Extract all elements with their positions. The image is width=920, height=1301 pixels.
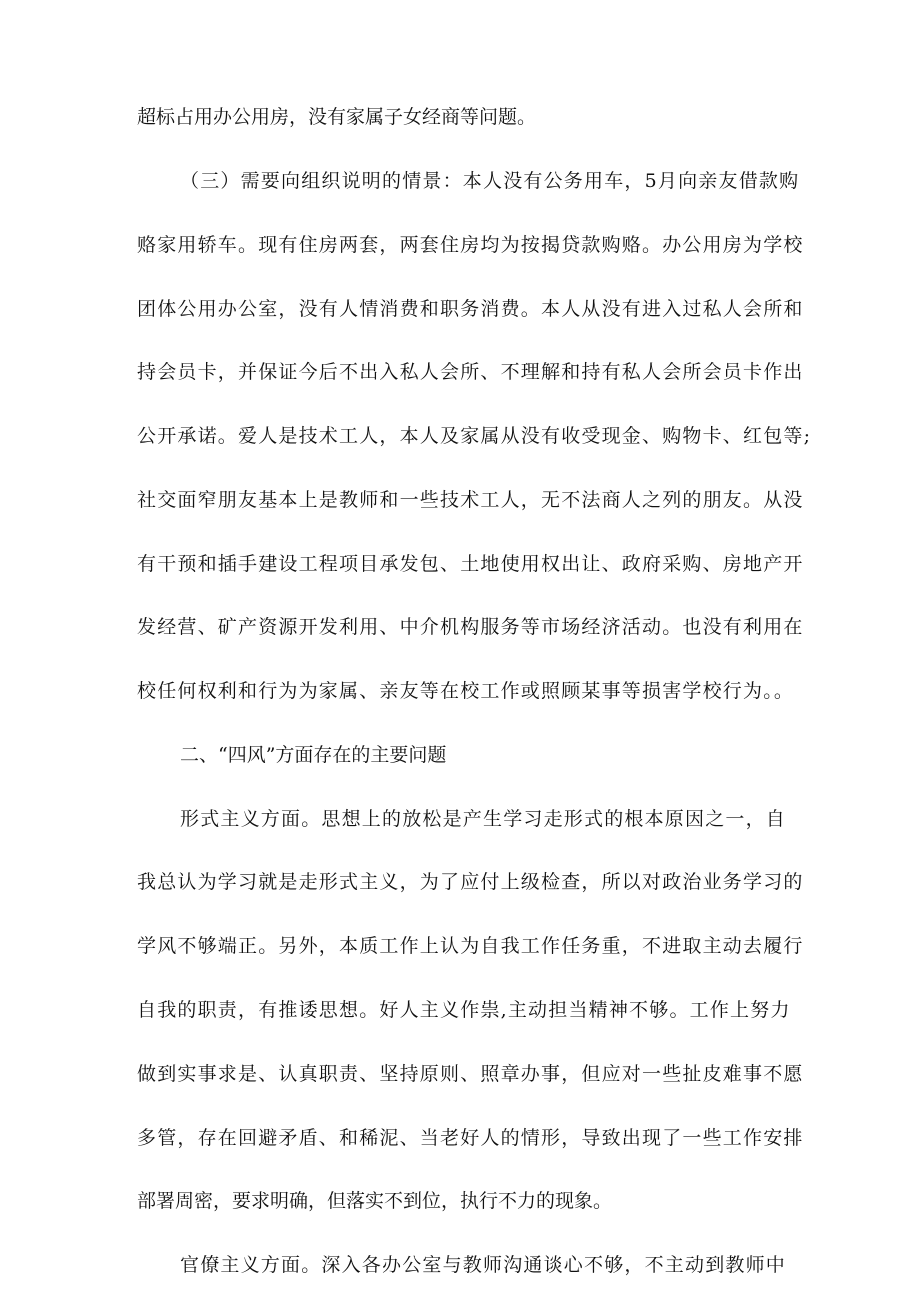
text-line: 官僚主义方面。深入各办公室与教师沟通谈心不够，不主动到教师中 bbox=[180, 1254, 787, 1276]
text-line: 赂家用轿车。现有住房两套，两套住房均为按揭贷款购赂。办公用房为学校 bbox=[137, 234, 804, 256]
text-line: 自我的职责，有推诿思想。好人主义作祟,主动担当精神不够。工作上努力 bbox=[137, 999, 791, 1021]
text-line: 校任何权利和行为为家属、亲友等在校工作或照顾某事等损害学校行为。。 bbox=[137, 680, 795, 702]
text-line: 社交面窄朋友基本上是教师和一些技术工人，无不法商人之列的朋友。从没 bbox=[137, 489, 804, 511]
text-line: （三）需要向组织说明的情景：本人没有公务用车，5月向亲友借款购 bbox=[180, 170, 800, 192]
text-line: 持会员卡，并保证今后不出入私人会所、不理解和持有私人会所会员卡作出 bbox=[137, 361, 804, 383]
text-line: 有干预和插手建设工程项目承发包、土地使用权出让、政府采购、房地产开 bbox=[137, 553, 804, 575]
text-line: 发经营、矿产资源开发利用、中介机构服务等市场经济活动。也没有利用在 bbox=[137, 616, 804, 638]
text-line: 多管，存在回避矛盾、和稀泥、当老好人的情形，导致出现了一些工作安排 bbox=[137, 1127, 804, 1149]
text-line: 学风不够端正。另外，本质工作上认为自我工作任务重，不进取主动去履行 bbox=[137, 935, 804, 957]
text-line: 形式主义方面。思想上的放松是产生学习走形式的根本原因之一，自 bbox=[180, 808, 787, 830]
text-line: 公开承诺。爱人是技术工人，本人及家属从没有收受现金、购物卡、红包等; bbox=[137, 425, 812, 447]
text-line: 超标占用办公用房，没有家属子女经商等问题。 bbox=[137, 106, 537, 128]
text-line: 我总认为学习就是走形式主义，为了应付上级检查，所以对政治业务学习的 bbox=[137, 871, 804, 893]
text-line: 团体公用办公室，没有人情消费和职务消费。本人从没有进入过私人会所和 bbox=[137, 298, 804, 320]
text-line: 部署周密，要求明确，但落实不到位，执行不力的现象。 bbox=[137, 1190, 613, 1212]
text-line: 做到实事求是、认真职责、坚持原则、照章办事，但应对一些扯皮难事不愿 bbox=[137, 1063, 804, 1085]
section-heading: 二、“四风”方面存在的主要问题 bbox=[180, 744, 447, 766]
